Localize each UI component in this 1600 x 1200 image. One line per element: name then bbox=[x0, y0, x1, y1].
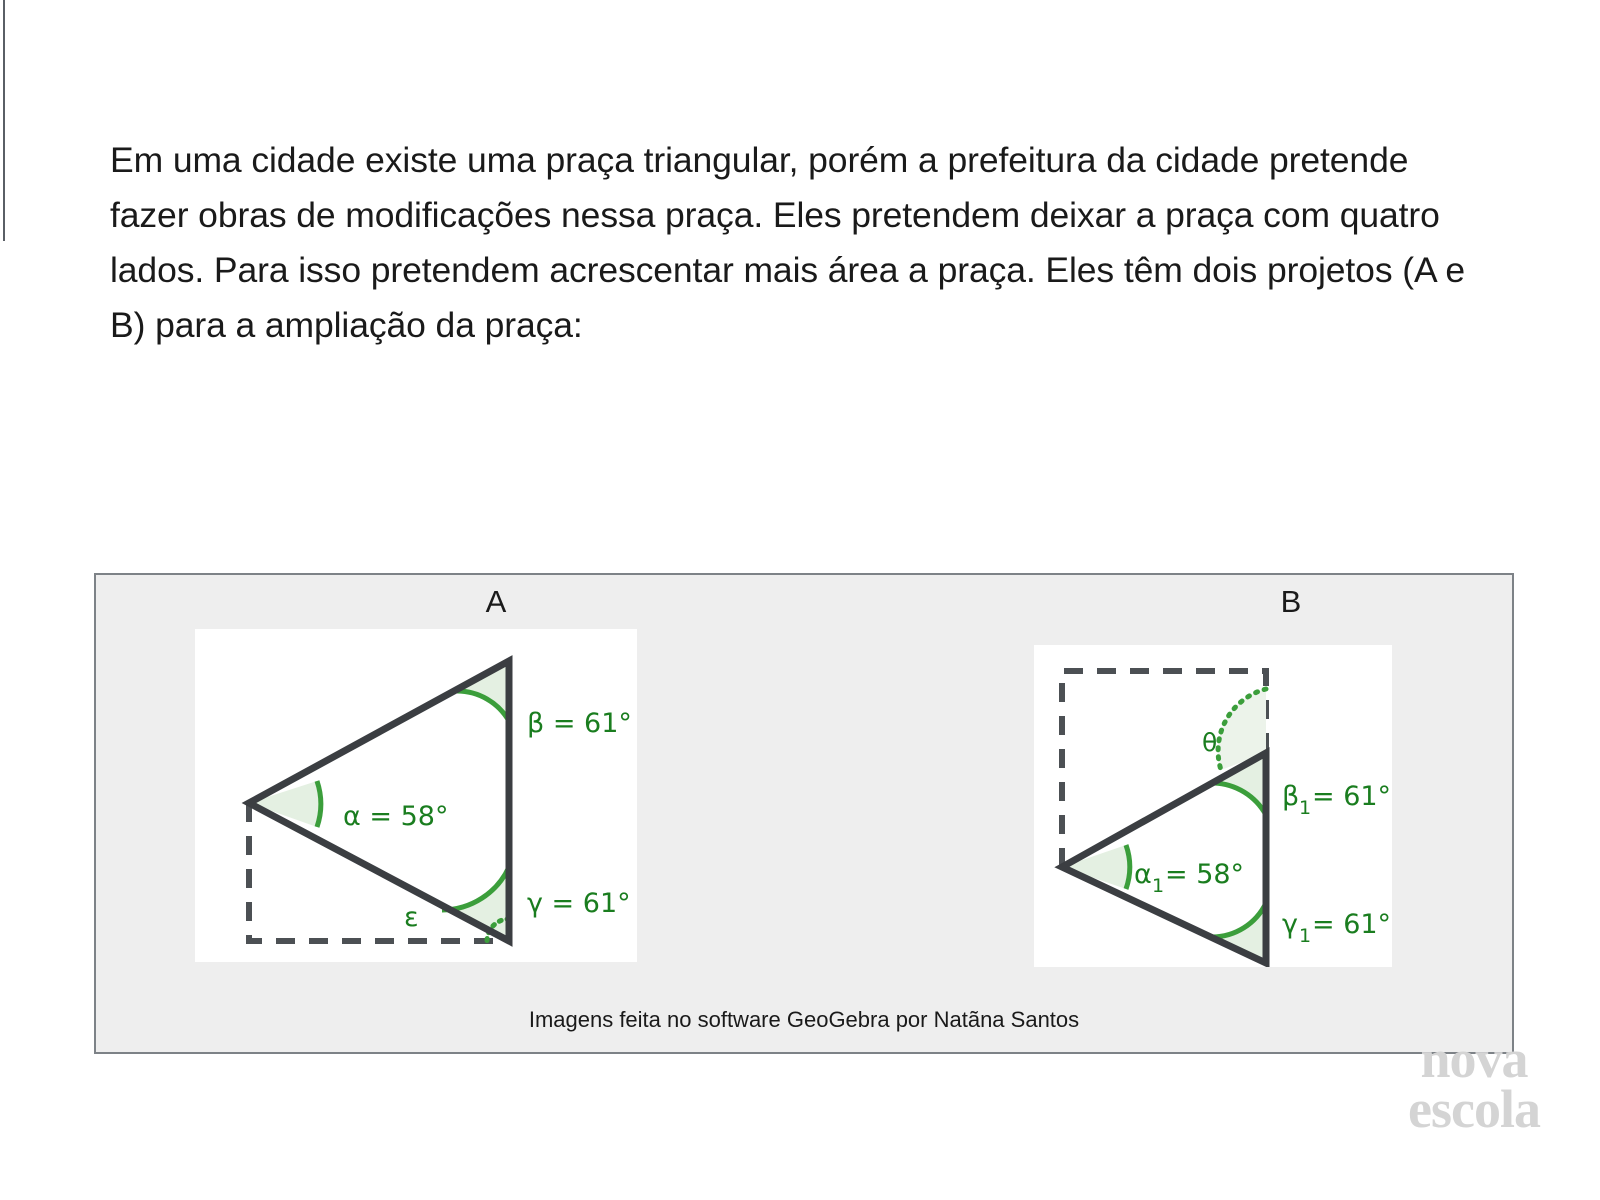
label-theta-b: θ bbox=[1202, 728, 1218, 757]
project-b-svg bbox=[1034, 645, 1392, 967]
brand-logo-line1: nova bbox=[1420, 1029, 1528, 1089]
label-beta-b-value: = 61° bbox=[1312, 781, 1392, 812]
label-epsilon-a: ε bbox=[404, 902, 419, 933]
project-a-title: A bbox=[485, 584, 507, 619]
label-gamma-b-subscript: 1 bbox=[1299, 925, 1312, 947]
label-alpha-b-subscript: 1 bbox=[1152, 875, 1165, 897]
label-gamma-a: γ = 61° bbox=[527, 888, 631, 919]
project-b-title: B bbox=[1280, 584, 1302, 619]
slide-edge-rule bbox=[3, 0, 5, 241]
project-a-image bbox=[195, 629, 637, 962]
label-alpha-b-value: = 58° bbox=[1165, 859, 1245, 890]
label-alpha-b-base: α bbox=[1134, 859, 1152, 890]
project-a-svg bbox=[195, 629, 637, 962]
label-beta-b-base: β bbox=[1282, 781, 1300, 812]
label-beta-b-subscript: 1 bbox=[1299, 797, 1312, 819]
figure-panel bbox=[94, 573, 1514, 1054]
label-beta-a: β = 61° bbox=[527, 708, 632, 739]
label-gamma-b-base: γ bbox=[1282, 909, 1298, 940]
brand-logo bbox=[1374, 1029, 1574, 1139]
project-b-image bbox=[1034, 645, 1392, 967]
figure-caption: Imagens feita no software GeoGebra por Natãna Santos bbox=[528, 1007, 1080, 1032]
label-alpha-a: α = 58° bbox=[343, 801, 449, 832]
brand-logo-line2: escola bbox=[1408, 1078, 1540, 1139]
statement-paragraph: Em uma cidade existe uma praça triangular, porém a prefeitura da cidade pretende fazer obras de modificações nessa praça. Eles pretendem deixar a praça com quatro lados. Para isso pretendem acrescentar mais área a praça. Eles têm dois projetos (A e B) para a ampliação da praça: bbox=[110, 140, 1465, 345]
label-gamma-b-value: = 61° bbox=[1312, 909, 1392, 940]
